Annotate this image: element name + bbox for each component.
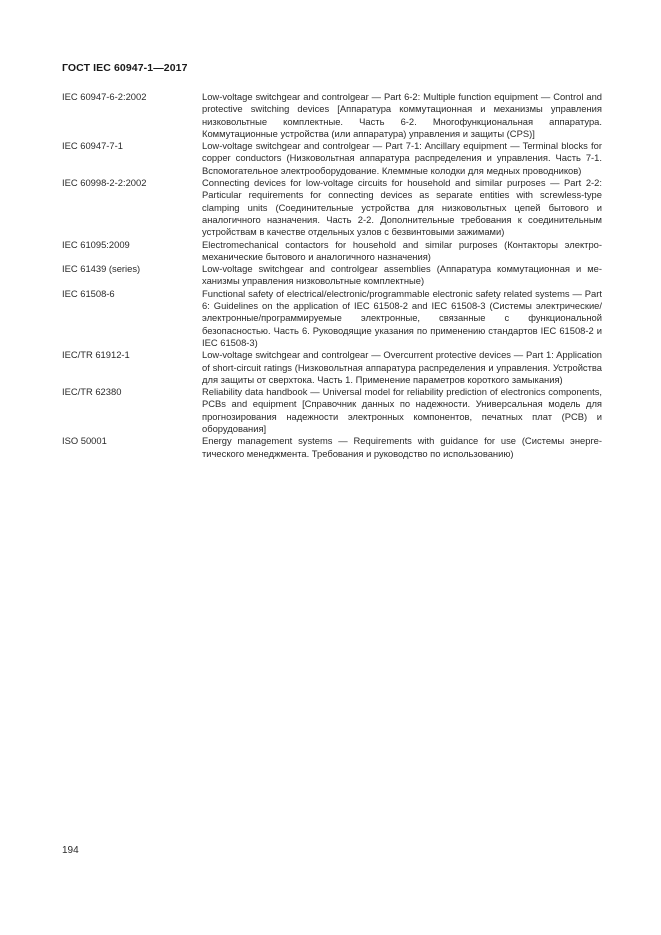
reference-code: IEC/TR 62380 [62,386,122,398]
reference-row [62,435,602,460]
reference-row [62,288,602,349]
reference-title: Functional safety of electrical/electronic/programmable electronic safety related systems — Part 6: Guidelines on the application of IEC 61508-2 and IEC 61508-3 (Системы электрические/электронные/программируемые электронные, связанные с функциональной безопасностью. Часть 6. Руководящие указания по применению стандартов IEC 61508-2 и IEC 61508-3) [202,287,602,348]
document-header: ГОСТ IEC 60947-1—2017 [62,62,188,74]
reference-code: IEC 60998-2-2:2002 [62,177,147,189]
reference-row [62,263,602,288]
reference-code: IEC 60947-6-2:2002 [62,91,147,102]
reference-title: Electromechanical contactors for household and similar purposes (Контакторы электромеханические бытового и аналогичного назначения) [202,238,602,262]
reference-code: IEC/TR 61912-1 [62,349,130,361]
reference-title: Connecting devices for low-voltage circuits for household and similar purposes — Part 2-2: Particular requirements for connecting devices as separate entities with screwless-type clamping units (Соединительные устройства для низковольтных цепей бытового и аналогичного назначения. Часть 2-2. Дополнительные требования к соединительным устройствам в качестве отдельных узлов с безвинтовыми зажимами) [202,177,602,238]
reference-code: IEC 61095:2009 [62,238,130,250]
reference-row [62,177,602,238]
reference-title: Energy management systems — Requirements with guidance for use (Системы энергетического менеджмента. Требования и руководство по использованию) [202,435,602,459]
reference-title: Low-voltage switchgear and controlgear — Part 7-1: Ancillary equipment — Terminal blocks for copper conductors (Низковольтная аппаратура распределения и управления. Часть 7-1. Вспомогательное электрооборудование. Клеммные колодки для медных проводников) [202,140,602,176]
references-list [62,91,602,460]
reference-title: Low-voltage switchgear and controlgear — Overcurrent protective devices — Part 1: Application of short-circuit ratings (Низковольтная аппаратура распределения и управления. Устройства для защиты от сверхтока. Часть 1. Применение параметров короткого замыкания) [202,349,602,385]
reference-code: IEC 60947-7-1 [62,140,123,152]
reference-row [62,239,602,264]
reference-row [62,140,602,177]
reference-row [62,349,602,386]
reference-row [62,386,602,435]
page-number: 194 [62,845,79,856]
reference-code: IEC 61508-6 [62,287,115,299]
reference-code: IEC 61439 (series) [62,263,141,275]
reference-title: Low-voltage switchgear and controlgear assemblies (Аппаратура коммутационная и механизмы управления низковольтные комплектные) [202,263,602,287]
reference-title: Low-voltage switchgear and controlgear — Part 6-2: Multiple function equipment — Control and protective switching devices [Аппаратура коммутационная и механизмы управления низковольтные комплектные. Часть 6-2. Многофункциональная аппаратура. Коммутационные устройства (или аппаратура) управления и защиты (CPS)] [202,91,602,139]
reference-title: Reliability data handbook — Universal model for reliability prediction of electronics components, PCBs and equipment [Справочник данных по надежности. Универсальная модель для прогнозирования надежности электронных компонентов, печатных плат (PCB) и оборудования] [202,386,602,435]
reference-row [62,91,602,140]
reference-code: ISO 50001 [62,435,107,447]
